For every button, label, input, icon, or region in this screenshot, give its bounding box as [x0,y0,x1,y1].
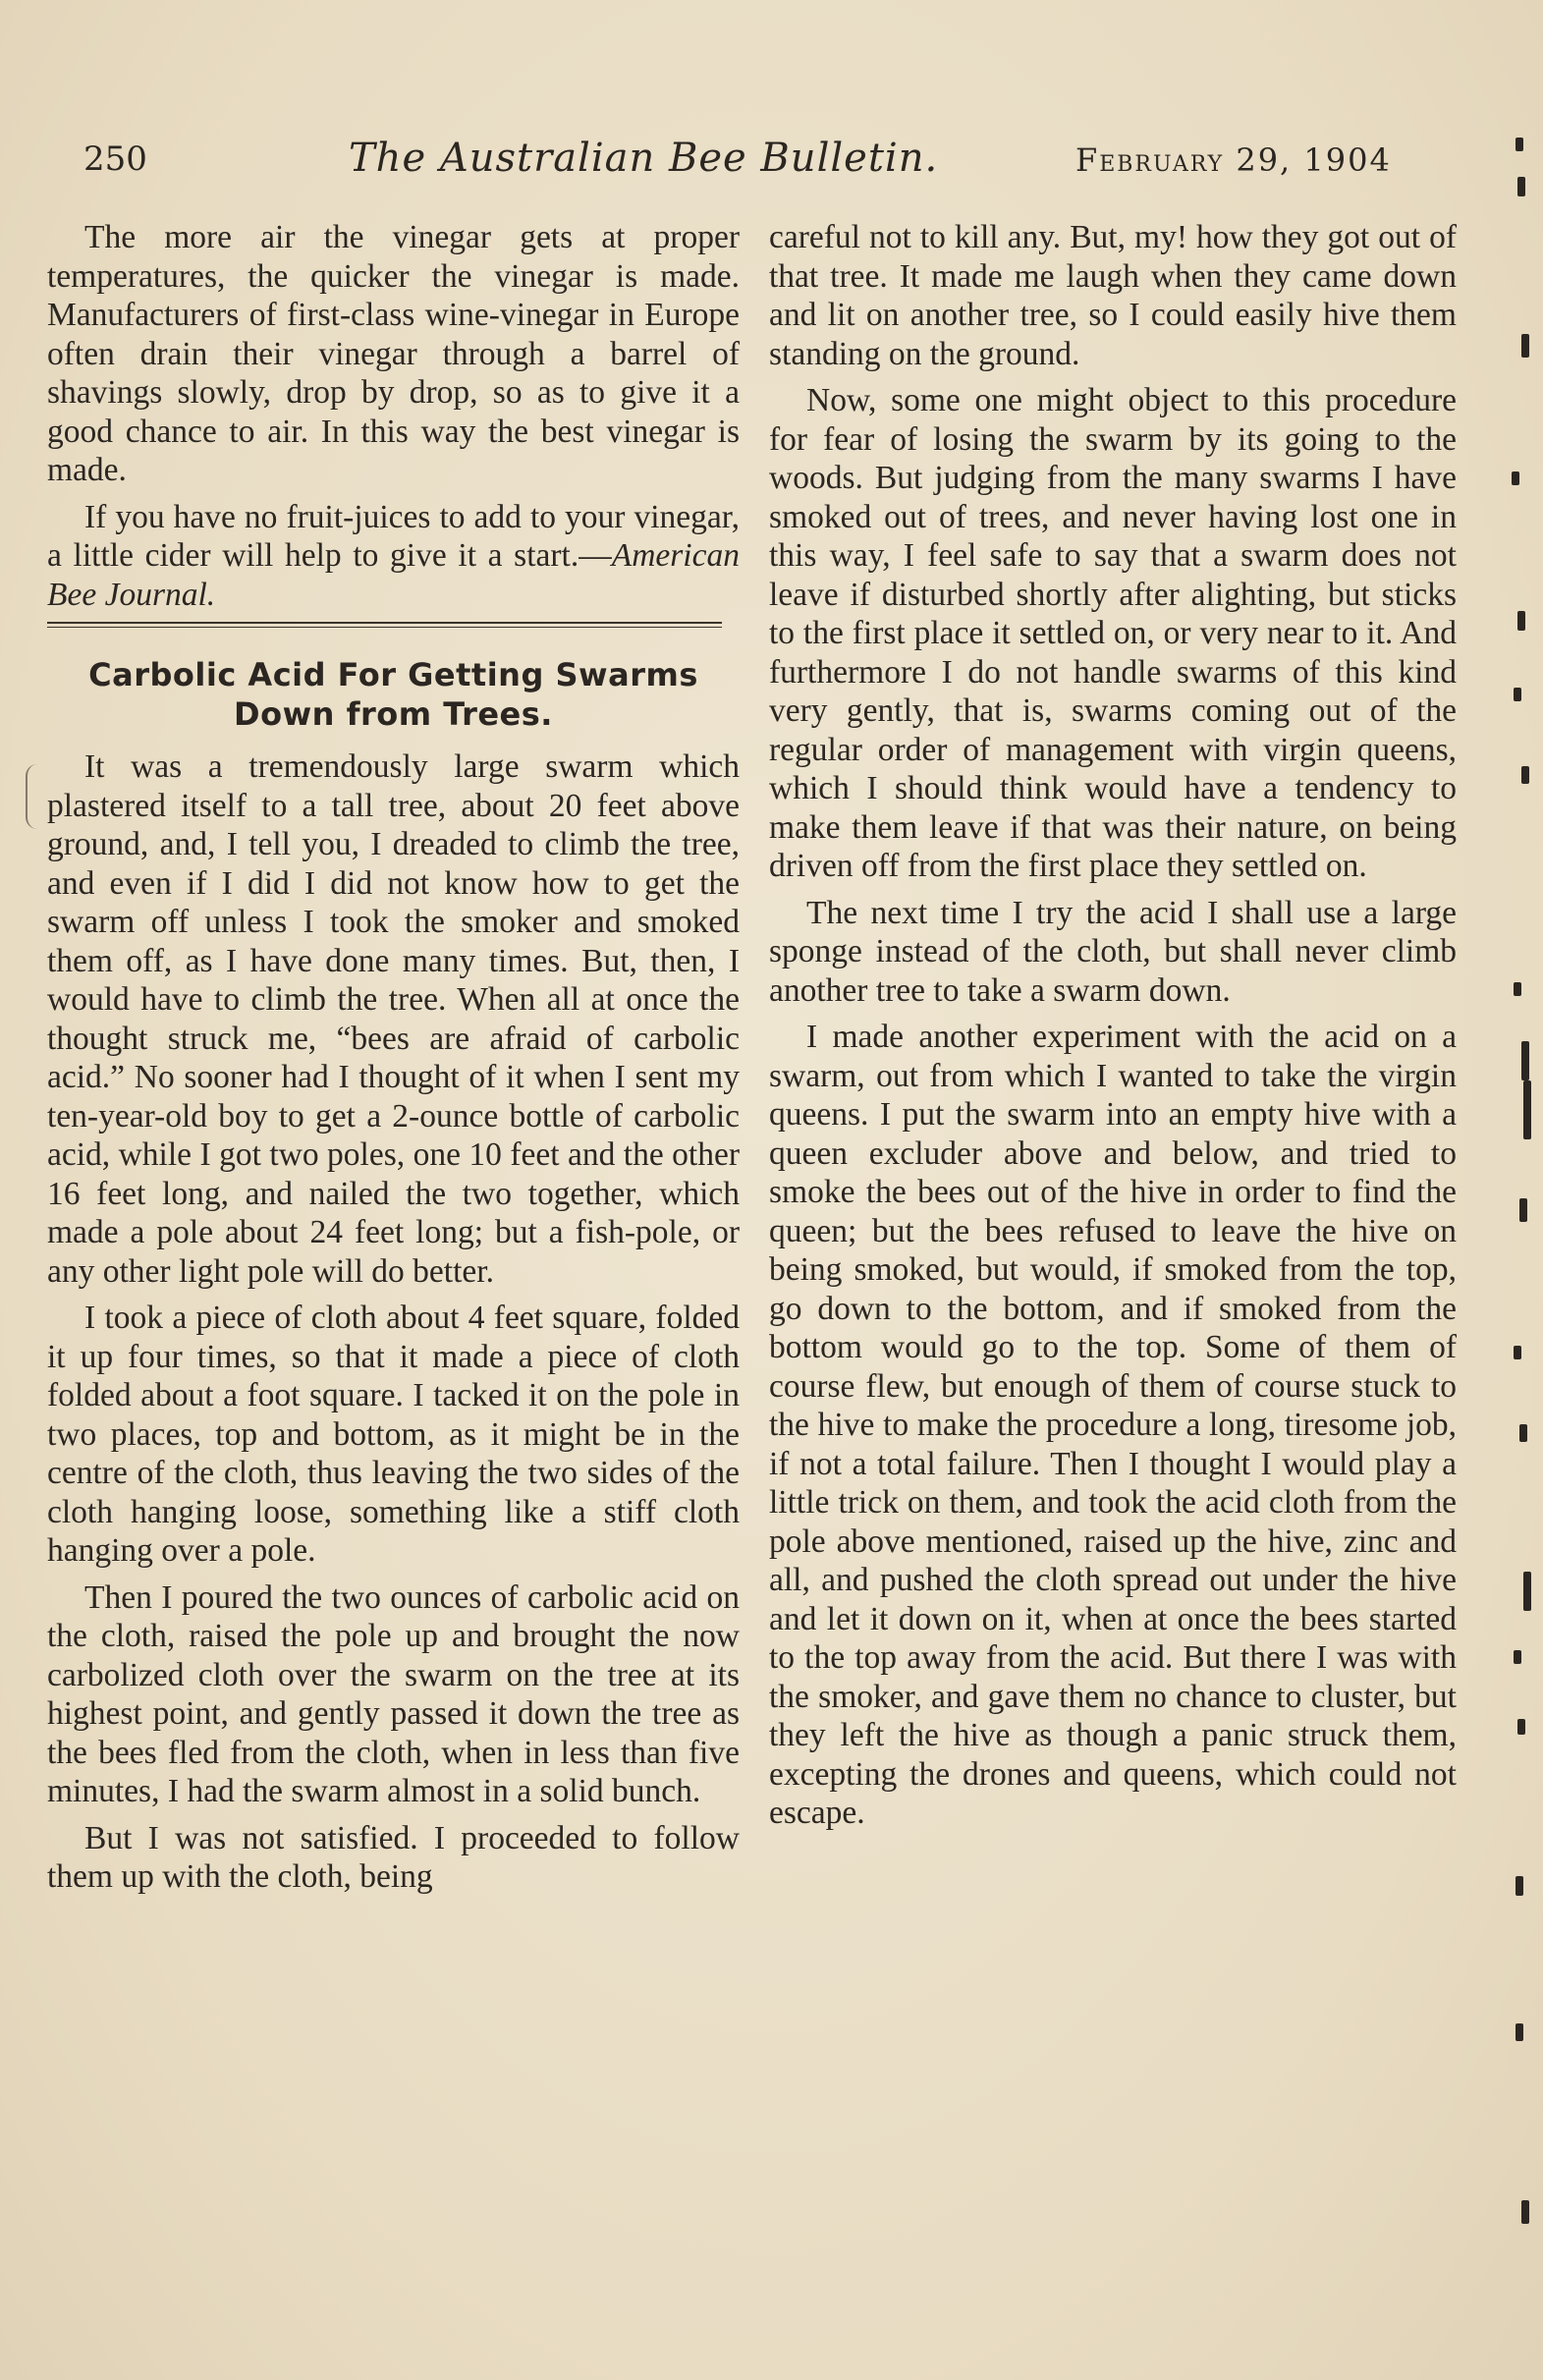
binding-mark [1514,1346,1521,1359]
binding-edge-marks [1504,0,1543,2380]
binding-mark [1515,138,1523,151]
binding-mark [1514,1650,1521,1664]
binding-mark [1515,2023,1523,2041]
binding-mark [1521,1041,1529,1080]
left-column [47,218,740,1905]
right-column [769,218,1457,1841]
issue-date: February 29, 1904 [1075,141,1392,179]
right-paragraph-3: I made another experiment with the acid on a swarm, out from which I wanted to take the virgin queens. I put the swarm into an empty hive with a queen excluder above and below, and tried to smoke the bees out of the hive in order to find the queen; but the bees refused to leave the hive on being smoked, but would, if smoked from the top, go down to the bottom, and if smoked from the bottom would go to the top. Some of them of course flew, but enough of them of course stuck to the hive to make the procedure a long, tiresome job, if not a total failure. Then I thought I would play a little trick on them, and took the acid cloth from the pole above mentioned, raised up the hive, zinc and all, and pushed the cloth spread out under the hive and let it down on it, when at once the bees started to the top away from the acid. But there I was with the smoker, and gave them no chance to cluster, but they left the hive as though a panic struck them, excepting the drones and queens, which could not escape. [769,1019,1457,1831]
binding-mark [1521,766,1529,784]
binding-mark [1515,1876,1523,1896]
running-head [83,136,1459,189]
binding-mark [1512,471,1519,485]
binding-mark [1517,177,1525,196]
page-number: 250 [83,139,147,179]
binding-mark [1523,1080,1531,1139]
article-paragraph-3: Then I poured the two ounces of carbolic acid on the cloth, raised the pole up and brought the now carbolized cloth over the swarm on the tree at its highest point, and gently passed it down the tree as the bees fled from the cloth, when in less than five minutes, I had the swarm almost in a solid bunch. [47,1578,740,1809]
binding-mark [1523,1572,1531,1611]
vinegar-paragraph-2-text: If you have no fruit-juices to add to your vinegar, a little cider will help to give it a start.— [47,498,740,574]
vinegar-paragraph-2 [47,498,740,615]
section-divider [47,622,722,628]
binding-mark [1521,2200,1529,2224]
right-paragraph-1: Now, some one might object to this procedure for fear of losing the swarm by its going to the woods. But judging from the many swarms I have smoked out of trees, and never having lost one in this way, I feel safe to say that a swarm does not leave if disturbed shortly after alighting, but sticks to the first place it settled on, or very near to it. And furthermore I do not handle swarms of this kind very gently, that is, swarms coming out of the regular order of management with virgin queens, which I should think would have a tendency to make them leave if that was their nature, on being driven off from the first place they settled on. [769,382,1457,884]
article-continuation: careful not to kill any. But, my! how they got out of that tree. It made me laugh when they came down and lit on another tree, so I could easily hive them standing on the ground. [769,219,1457,372]
right-paragraph-2: The next time I try the acid I shall use a large sponge instead of the cloth, but shall never climb another tree to take a swarm down. [769,894,1457,1009]
pencil-mark [26,764,41,829]
article-heading: Carbolic Acid For Getting Swarms Down from Trees. [88,656,698,733]
binding-mark [1519,1424,1527,1442]
binding-mark [1514,982,1521,996]
article-paragraph-4: But I was not satisfied. I proceeded to follow them up with the cloth, being [47,1819,740,1895]
binding-mark [1514,688,1521,701]
binding-mark [1519,1198,1527,1222]
vinegar-paragraph-1: The more air the vinegar gets at proper temperatures, the quicker the vinegar is made. Manufacturers of first-class wine-vinegar in Europe often drain their vinegar through a barrel of shavings slowly, drop by drop, so as to give it a good chance to air. In this way the best vinegar is made. [47,219,740,488]
binding-mark [1521,334,1529,358]
binding-mark [1517,1719,1525,1735]
article-paragraph-1: It was a tremendously large swarm which plastered itself to a tall tree, about 20 feet above ground, and, I tell you, I dreaded to climb the tree, and even if I did I did not know how to get the swarm off unless I took the smoker and smoked them off, as I have done many times. But, then, I would have to climb the tree. When all at once the thought struck me, “bees are afraid of carbolic acid.” No sooner had I thought of it when I sent my ten-year-old boy to get a 2-ounce bottle of carbolic acid, while I got two poles, one 10 feet and the other 16 feet long, and nailed the two together, which made a pole about 24 feet long; but a fish-pole, or any other light pole will do better. [47,748,740,1290]
source-credit: American Bee Journal. [47,537,740,613]
journal-title: The Australian Bee Bulletin. [349,136,939,181]
article-paragraph-2: I took a piece of cloth about 4 feet square, folded it up four times, so that it made a piece of cloth folded about a foot square. I tacked it on the pole in two places, top and bottom, as it might be in the centre of the cloth, thus leaving the two sides of the cloth hanging loose, something like a stiff cloth hanging over a pole. [47,1300,740,1569]
binding-mark [1517,611,1525,631]
